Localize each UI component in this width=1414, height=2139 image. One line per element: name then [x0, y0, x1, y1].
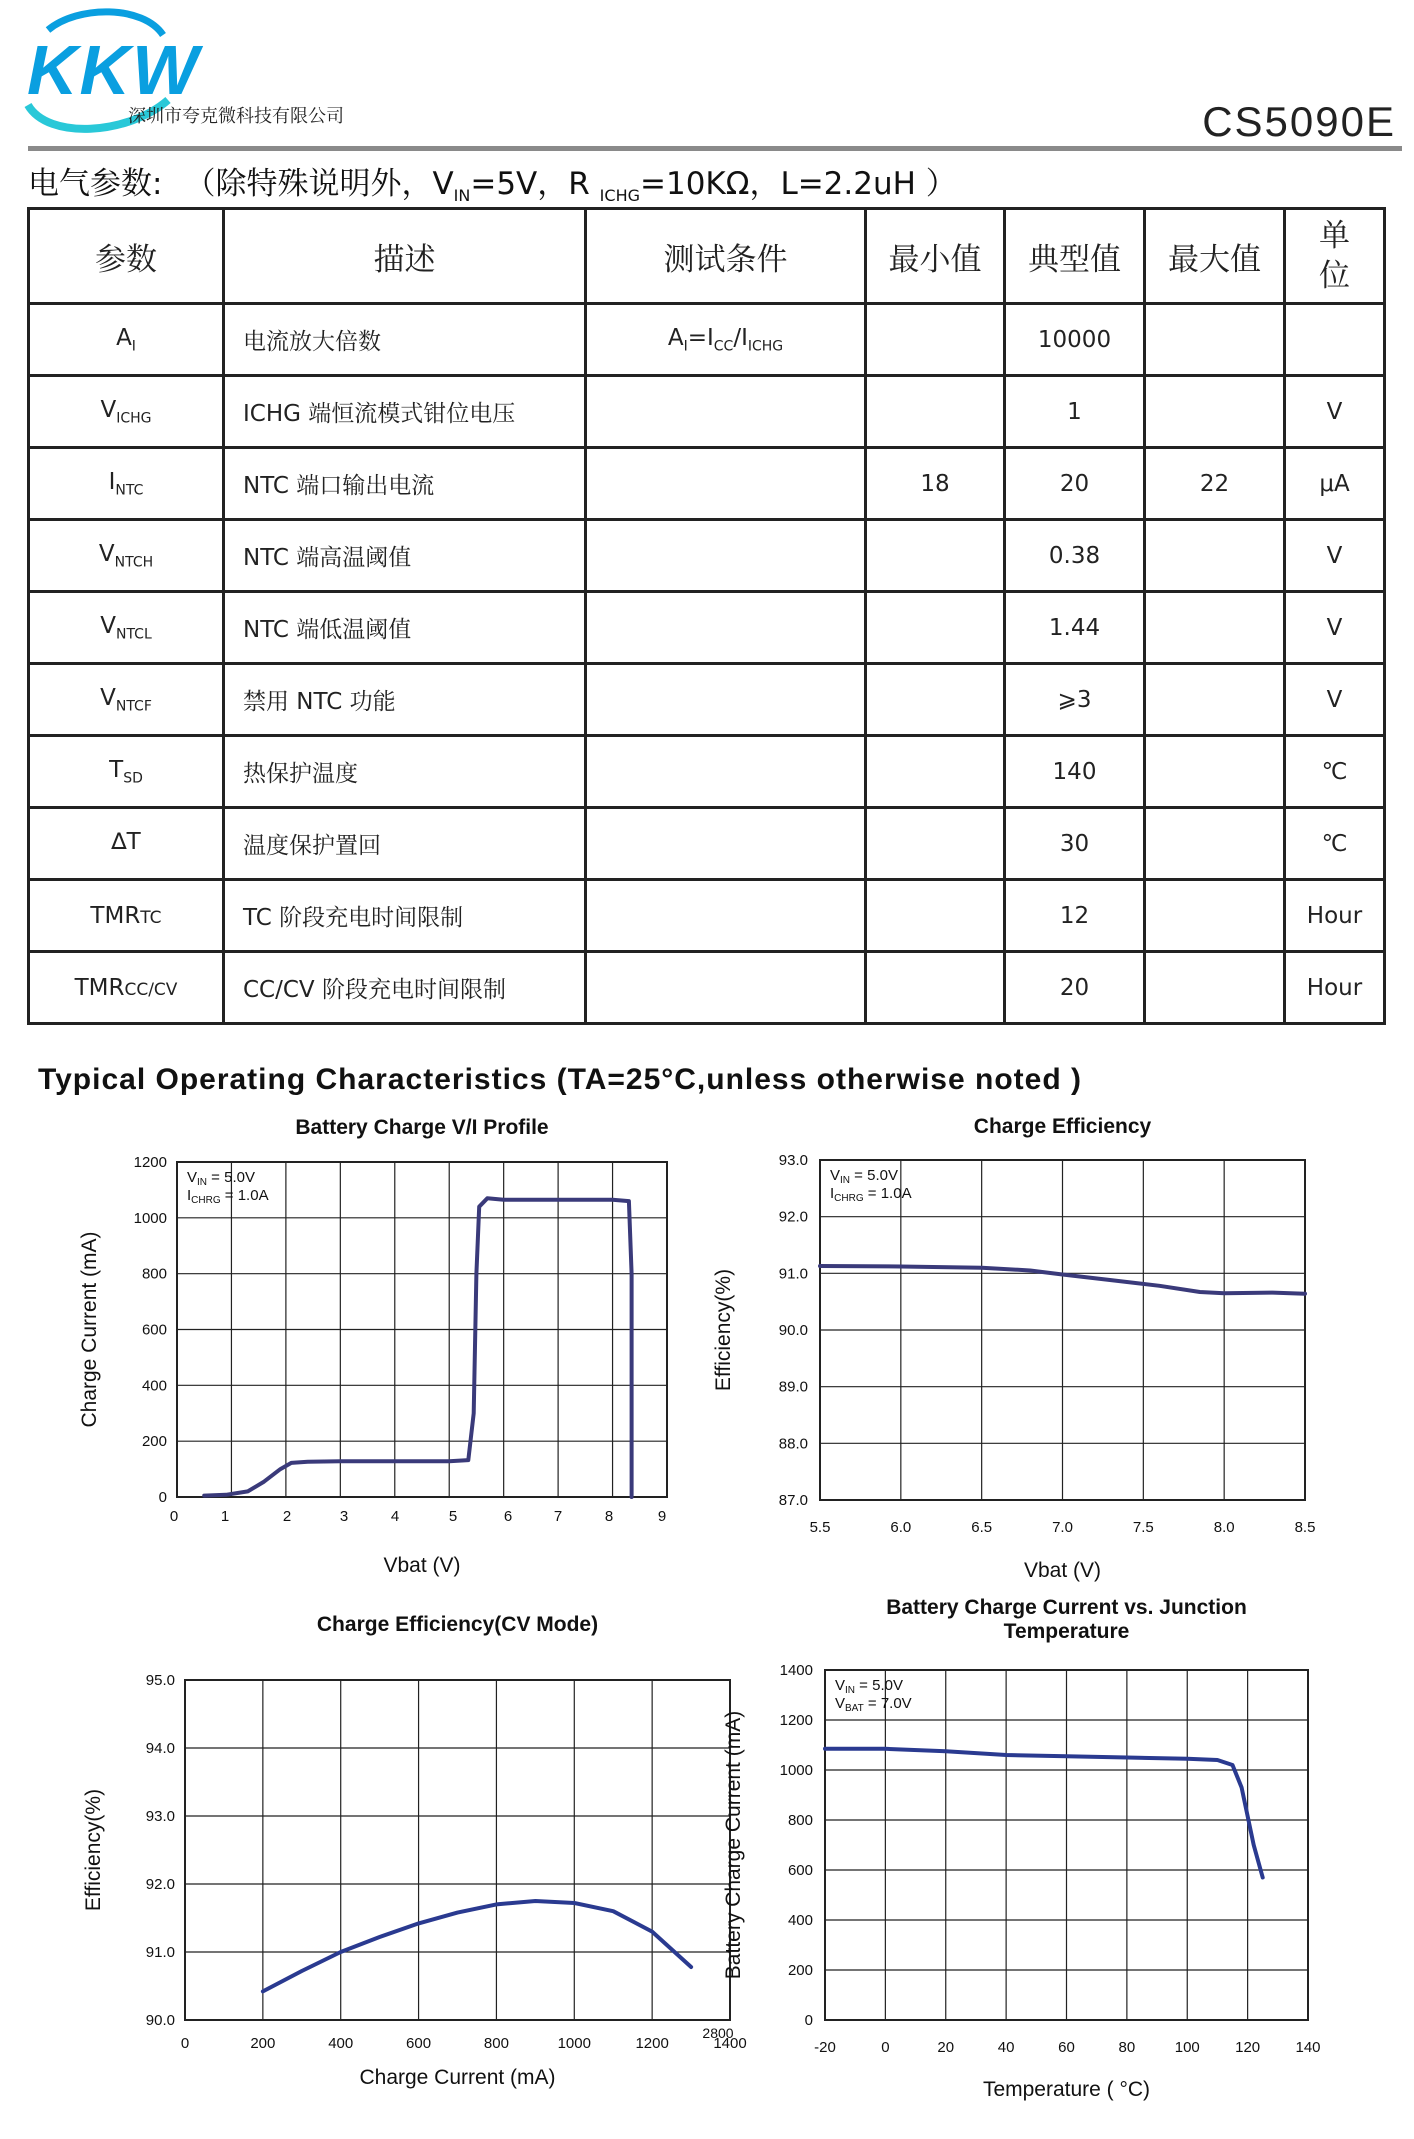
value-unit: Hour [1285, 952, 1385, 1024]
x-tick-label: 400 [328, 2035, 354, 2052]
chart-current-vs-temperature [700, 1590, 1390, 2130]
x-tick-label: 800 [483, 2035, 509, 2052]
param-symbol [29, 808, 224, 880]
x-tick-label: 3 [339, 1508, 349, 1525]
part-number: CS5090E [1202, 98, 1396, 145]
typical-characteristics-title: Typical Operating Characteristics (TA=25°C,unless otherwise noted ) [38, 1063, 1082, 1096]
y-tick-label: 400 [787, 1912, 813, 1929]
electrical-spec-table [27, 207, 1386, 1025]
param-symbol [29, 520, 224, 592]
value-unit: Hour [1285, 880, 1385, 952]
chart-title: Charge Efficiency(CV Mode) [316, 1613, 599, 1636]
y-tick-label: 89.0 [778, 1378, 808, 1396]
value-unit: μA [1285, 448, 1385, 520]
param-symbol [29, 664, 224, 736]
value-min [866, 952, 1005, 1024]
header-unit: 单位 [1285, 209, 1385, 304]
params-vin-sub: IN [453, 186, 471, 206]
x-tick-label: 6 [503, 1508, 513, 1525]
value-max [1145, 376, 1285, 448]
x-tick-label: 2 [282, 1508, 292, 1525]
y-axis-label: Charge Current (mA) [78, 1231, 101, 1428]
test-condition [586, 304, 866, 376]
y-tick-label: 92.0 [145, 1876, 175, 1893]
y-tick-label: 600 [141, 1321, 167, 1339]
y-tick-label: 0 [804, 2012, 813, 2029]
symbol-sub: TC [140, 907, 162, 928]
value-max: 22 [1145, 448, 1285, 520]
x-tick-label: 6.5 [971, 1519, 993, 1536]
x-tick-label: 1400 [713, 2035, 747, 2052]
value-min [866, 736, 1005, 808]
y-tick-label: 95.0 [145, 1672, 175, 1689]
table-row [29, 664, 1385, 736]
symbol-main: V [100, 612, 116, 639]
company-logo: KKW [27, 31, 201, 109]
company-name: 深圳市夸克微科技有限公司 [128, 106, 344, 127]
value-typ: 30 [1005, 808, 1145, 880]
param-description: 温度保护置回 [224, 808, 586, 880]
y-tick-label: 87.0 [778, 1492, 808, 1509]
value-max [1145, 880, 1285, 952]
value-unit [1285, 304, 1385, 376]
value-unit: V [1285, 376, 1385, 448]
x-tick-label: -20 [814, 2039, 836, 2056]
chart-charge-efficiency [700, 1110, 1390, 1590]
x-tick-label: 8.0 [1213, 1519, 1235, 1536]
value-min [866, 592, 1005, 664]
symbol-sub: NTCH [114, 554, 154, 571]
x-tick-label: 8 [604, 1508, 614, 1525]
y-tick-label: 90.0 [778, 1322, 808, 1339]
chart-vi-profile [60, 1110, 700, 1590]
series-line [263, 1901, 691, 1991]
x-tick-label: 0 [881, 2039, 890, 2056]
test-condition [586, 880, 866, 952]
x-tick-label: 7.0 [1052, 1519, 1073, 1536]
value-min [866, 520, 1005, 592]
plot-frame [185, 1680, 730, 2020]
value-min [866, 664, 1005, 736]
x-tick-label: 120 [1235, 2039, 1261, 2056]
x-tick-label: 1200 [635, 2035, 669, 2052]
y-axis-label: Battery Charge Current (mA) [722, 1710, 745, 1980]
params-vin-val: =5V，R [470, 166, 600, 202]
x-tick-label: 0 [169, 1508, 179, 1525]
header-divider [28, 146, 1402, 151]
legend-entry: $V_{BAT} = 7.0V$ [835, 1695, 912, 1714]
legend-entry: $V_{IN} = 5.0V$ [187, 1169, 255, 1188]
param-symbol [29, 448, 224, 520]
header-min: 最小值 [866, 209, 1005, 304]
symbol-main: T [109, 756, 124, 783]
symbol-sub: ICHG [116, 410, 152, 427]
value-max [1145, 304, 1285, 376]
legend-entry: $I_{CHRG} = 1.0A$ [187, 1187, 269, 1206]
param-description: CC/CV 阶段充电时间限制 [224, 952, 586, 1024]
x-tick-label: 20 [937, 2039, 955, 2056]
value-unit: ℃ [1285, 808, 1385, 880]
x-axis-label: Vbat (V) [383, 1554, 461, 1577]
value-typ: 10000 [1005, 304, 1145, 376]
y-axis-label: Efficiency(%) [82, 1788, 105, 1912]
table-row [29, 376, 1385, 448]
value-max [1145, 736, 1285, 808]
y-tick-label: 1200 [133, 1154, 167, 1171]
x-tick-label: 0 [180, 2035, 190, 2052]
x-tick-label: 140 [1295, 2039, 1321, 2056]
y-tick-label: 1000 [133, 1209, 167, 1227]
value-min [866, 376, 1005, 448]
x-tick-label: 5.5 [809, 1519, 831, 1536]
y-tick-label: 600 [787, 1862, 813, 1879]
value-typ: 1 [1005, 376, 1145, 448]
series-line [204, 1198, 631, 1497]
param-description: TC 阶段充电时间限制 [224, 880, 586, 952]
param-symbol [29, 880, 224, 952]
y-tick-label: 800 [787, 1812, 813, 1829]
x-tick-label: 8.5 [1294, 1519, 1316, 1536]
cond-a: A [667, 324, 684, 351]
value-typ: ⩾3 [1005, 664, 1145, 736]
param-symbol [29, 304, 224, 376]
symbol-sub: NTCL [115, 626, 152, 643]
y-tick-label: 92.0 [778, 1208, 808, 1226]
cond-eq: =I [687, 324, 714, 351]
chart-title: Battery Charge Current vs. Junction [886, 1596, 1247, 1619]
param-symbol [29, 736, 224, 808]
param-description: NTC 端高温阈值 [224, 520, 586, 592]
y-tick-label: 1200 [779, 1712, 813, 1729]
cond-ichg-sub: ICHG [747, 338, 784, 355]
chart-title: Battery Charge V/I Profile [295, 1116, 549, 1139]
x-tick-label: 200 [250, 2035, 276, 2052]
value-max [1145, 592, 1285, 664]
table-row [29, 592, 1385, 664]
symbol-sub: CC/CV [124, 979, 178, 1000]
series-line [825, 1749, 1263, 1878]
x-tick-label: 80 [1118, 2039, 1136, 2056]
value-typ: 20 [1005, 448, 1145, 520]
params-richg-sub: ICHG [599, 186, 640, 206]
y-tick-label: 88.0 [778, 1435, 808, 1453]
y-tick-label: 93.0 [145, 1808, 175, 1825]
y-tick-label: 200 [787, 1962, 813, 1979]
symbol-main: TMR [74, 974, 125, 1001]
table-row [29, 808, 1385, 880]
legend-entry: $V_{IN} = 5.0V$ [830, 1167, 898, 1186]
x-tick-label: 7 [553, 1508, 563, 1525]
symbol-main: TMR [90, 902, 141, 929]
param-description: ICHG 端恒流模式钳位电压 [224, 376, 586, 448]
cond-div: /I [733, 324, 748, 351]
symbol-main: V [100, 396, 117, 423]
x-tick-label: 7.5 [1132, 1519, 1154, 1536]
symbol-sub: NTC [115, 482, 144, 499]
y-tick-label: 93.0 [778, 1152, 808, 1169]
symbol-main: A [116, 324, 132, 351]
y-axis-label: Efficiency(%) [712, 1268, 735, 1392]
header-param: 参数 [29, 209, 224, 304]
x-tick-label: 600 [406, 2035, 432, 2052]
x-extra-tick-label: 2800 [702, 2025, 734, 2041]
value-max [1145, 664, 1285, 736]
param-description: NTC 端低温阈值 [224, 592, 586, 664]
x-tick-label: 6.0 [890, 1519, 912, 1536]
value-typ: 12 [1005, 880, 1145, 952]
x-axis-label: Temperature ( °C) [982, 2078, 1151, 2101]
table-header-row [29, 209, 1385, 304]
x-tick-label: 100 [1174, 2039, 1200, 2056]
chart-title: Temperature [1003, 1620, 1130, 1643]
x-tick-label: 5 [448, 1508, 458, 1525]
y-tick-label: 94.0 [145, 1740, 175, 1757]
symbol-main: ∆T [111, 828, 141, 855]
table-row [29, 448, 1385, 520]
value-typ: 1.44 [1005, 592, 1145, 664]
header-typ: 典型值 [1005, 209, 1145, 304]
cond-cc-sub: CC [713, 338, 734, 355]
x-tick-label: 1 [220, 1508, 230, 1525]
x-tick-label: 9 [657, 1508, 667, 1525]
value-min [866, 808, 1005, 880]
symbol-sub: I [131, 338, 136, 355]
param-symbol [29, 952, 224, 1024]
x-tick-label: 1000 [557, 2035, 591, 2052]
param-description: 电流放大倍数 [224, 304, 586, 376]
value-min [866, 880, 1005, 952]
x-tick-label: 4 [390, 1508, 400, 1525]
test-condition [586, 448, 866, 520]
y-tick-label: 90.0 [145, 2012, 175, 2029]
symbol-main: V [100, 684, 116, 711]
header-max: 最大值 [1145, 209, 1285, 304]
value-max [1145, 808, 1285, 880]
test-condition [586, 736, 866, 808]
legend-entry: $I_{CHRG} = 1.0A$ [830, 1185, 912, 1204]
test-condition [586, 520, 866, 592]
y-tick-label: 400 [141, 1377, 167, 1395]
param-symbol [29, 592, 224, 664]
test-condition [586, 952, 866, 1024]
param-description: NTC 端口输出电流 [224, 448, 586, 520]
value-typ: 140 [1005, 736, 1145, 808]
table-row [29, 304, 1385, 376]
x-axis-label: Vbat (V) [1023, 1559, 1102, 1582]
test-condition [586, 664, 866, 736]
y-tick-label: 91.0 [778, 1265, 808, 1283]
header-cond: 测试条件 [586, 209, 866, 304]
params-rest: =10KΩ，L=2.2uH ） [640, 166, 957, 202]
symbol-sub: SD [123, 770, 143, 787]
x-tick-label: 60 [1058, 2039, 1075, 2056]
test-condition [586, 592, 866, 664]
param-description: 热保护温度 [224, 736, 586, 808]
value-min: 18 [866, 448, 1005, 520]
params-open: （除特殊说明外，V [184, 166, 454, 202]
value-unit: V [1285, 592, 1385, 664]
table-row [29, 736, 1385, 808]
legend-entry: $V_{IN} = 5.0V$ [835, 1677, 903, 1696]
y-tick-label: 200 [141, 1433, 167, 1451]
header-desc: 描述 [224, 209, 586, 304]
y-tick-label: 1400 [779, 1662, 813, 1679]
test-condition [586, 376, 866, 448]
value-unit: V [1285, 664, 1385, 736]
table-row [29, 880, 1385, 952]
cond-a-sub: I [683, 338, 688, 355]
table-row [29, 952, 1385, 1024]
table-row [29, 520, 1385, 592]
symbol-main: V [98, 540, 115, 567]
value-unit: V [1285, 520, 1385, 592]
value-max [1145, 952, 1285, 1024]
y-tick-label: 91.0 [145, 1944, 175, 1961]
value-unit: ℃ [1285, 736, 1385, 808]
y-tick-label: 0 [158, 1489, 167, 1506]
x-tick-label: 40 [997, 2039, 1015, 2056]
electrical-params-title [28, 158, 957, 205]
value-max [1145, 520, 1285, 592]
y-tick-label: 1000 [779, 1762, 813, 1779]
param-description: 禁用 NTC 功能 [224, 664, 586, 736]
chart-title: Charge Efficiency [973, 1115, 1152, 1138]
symbol-main: I [108, 468, 116, 495]
value-typ: 0.38 [1005, 520, 1145, 592]
test-condition [586, 808, 866, 880]
value-typ: 20 [1005, 952, 1145, 1024]
y-tick-label: 800 [141, 1265, 167, 1283]
symbol-sub: NTCF [115, 698, 152, 715]
params-prefix: 电气参数: [28, 166, 163, 202]
x-axis-label: Charge Current (mA) [359, 2066, 556, 2089]
param-symbol [29, 376, 224, 448]
value-min [866, 304, 1005, 376]
